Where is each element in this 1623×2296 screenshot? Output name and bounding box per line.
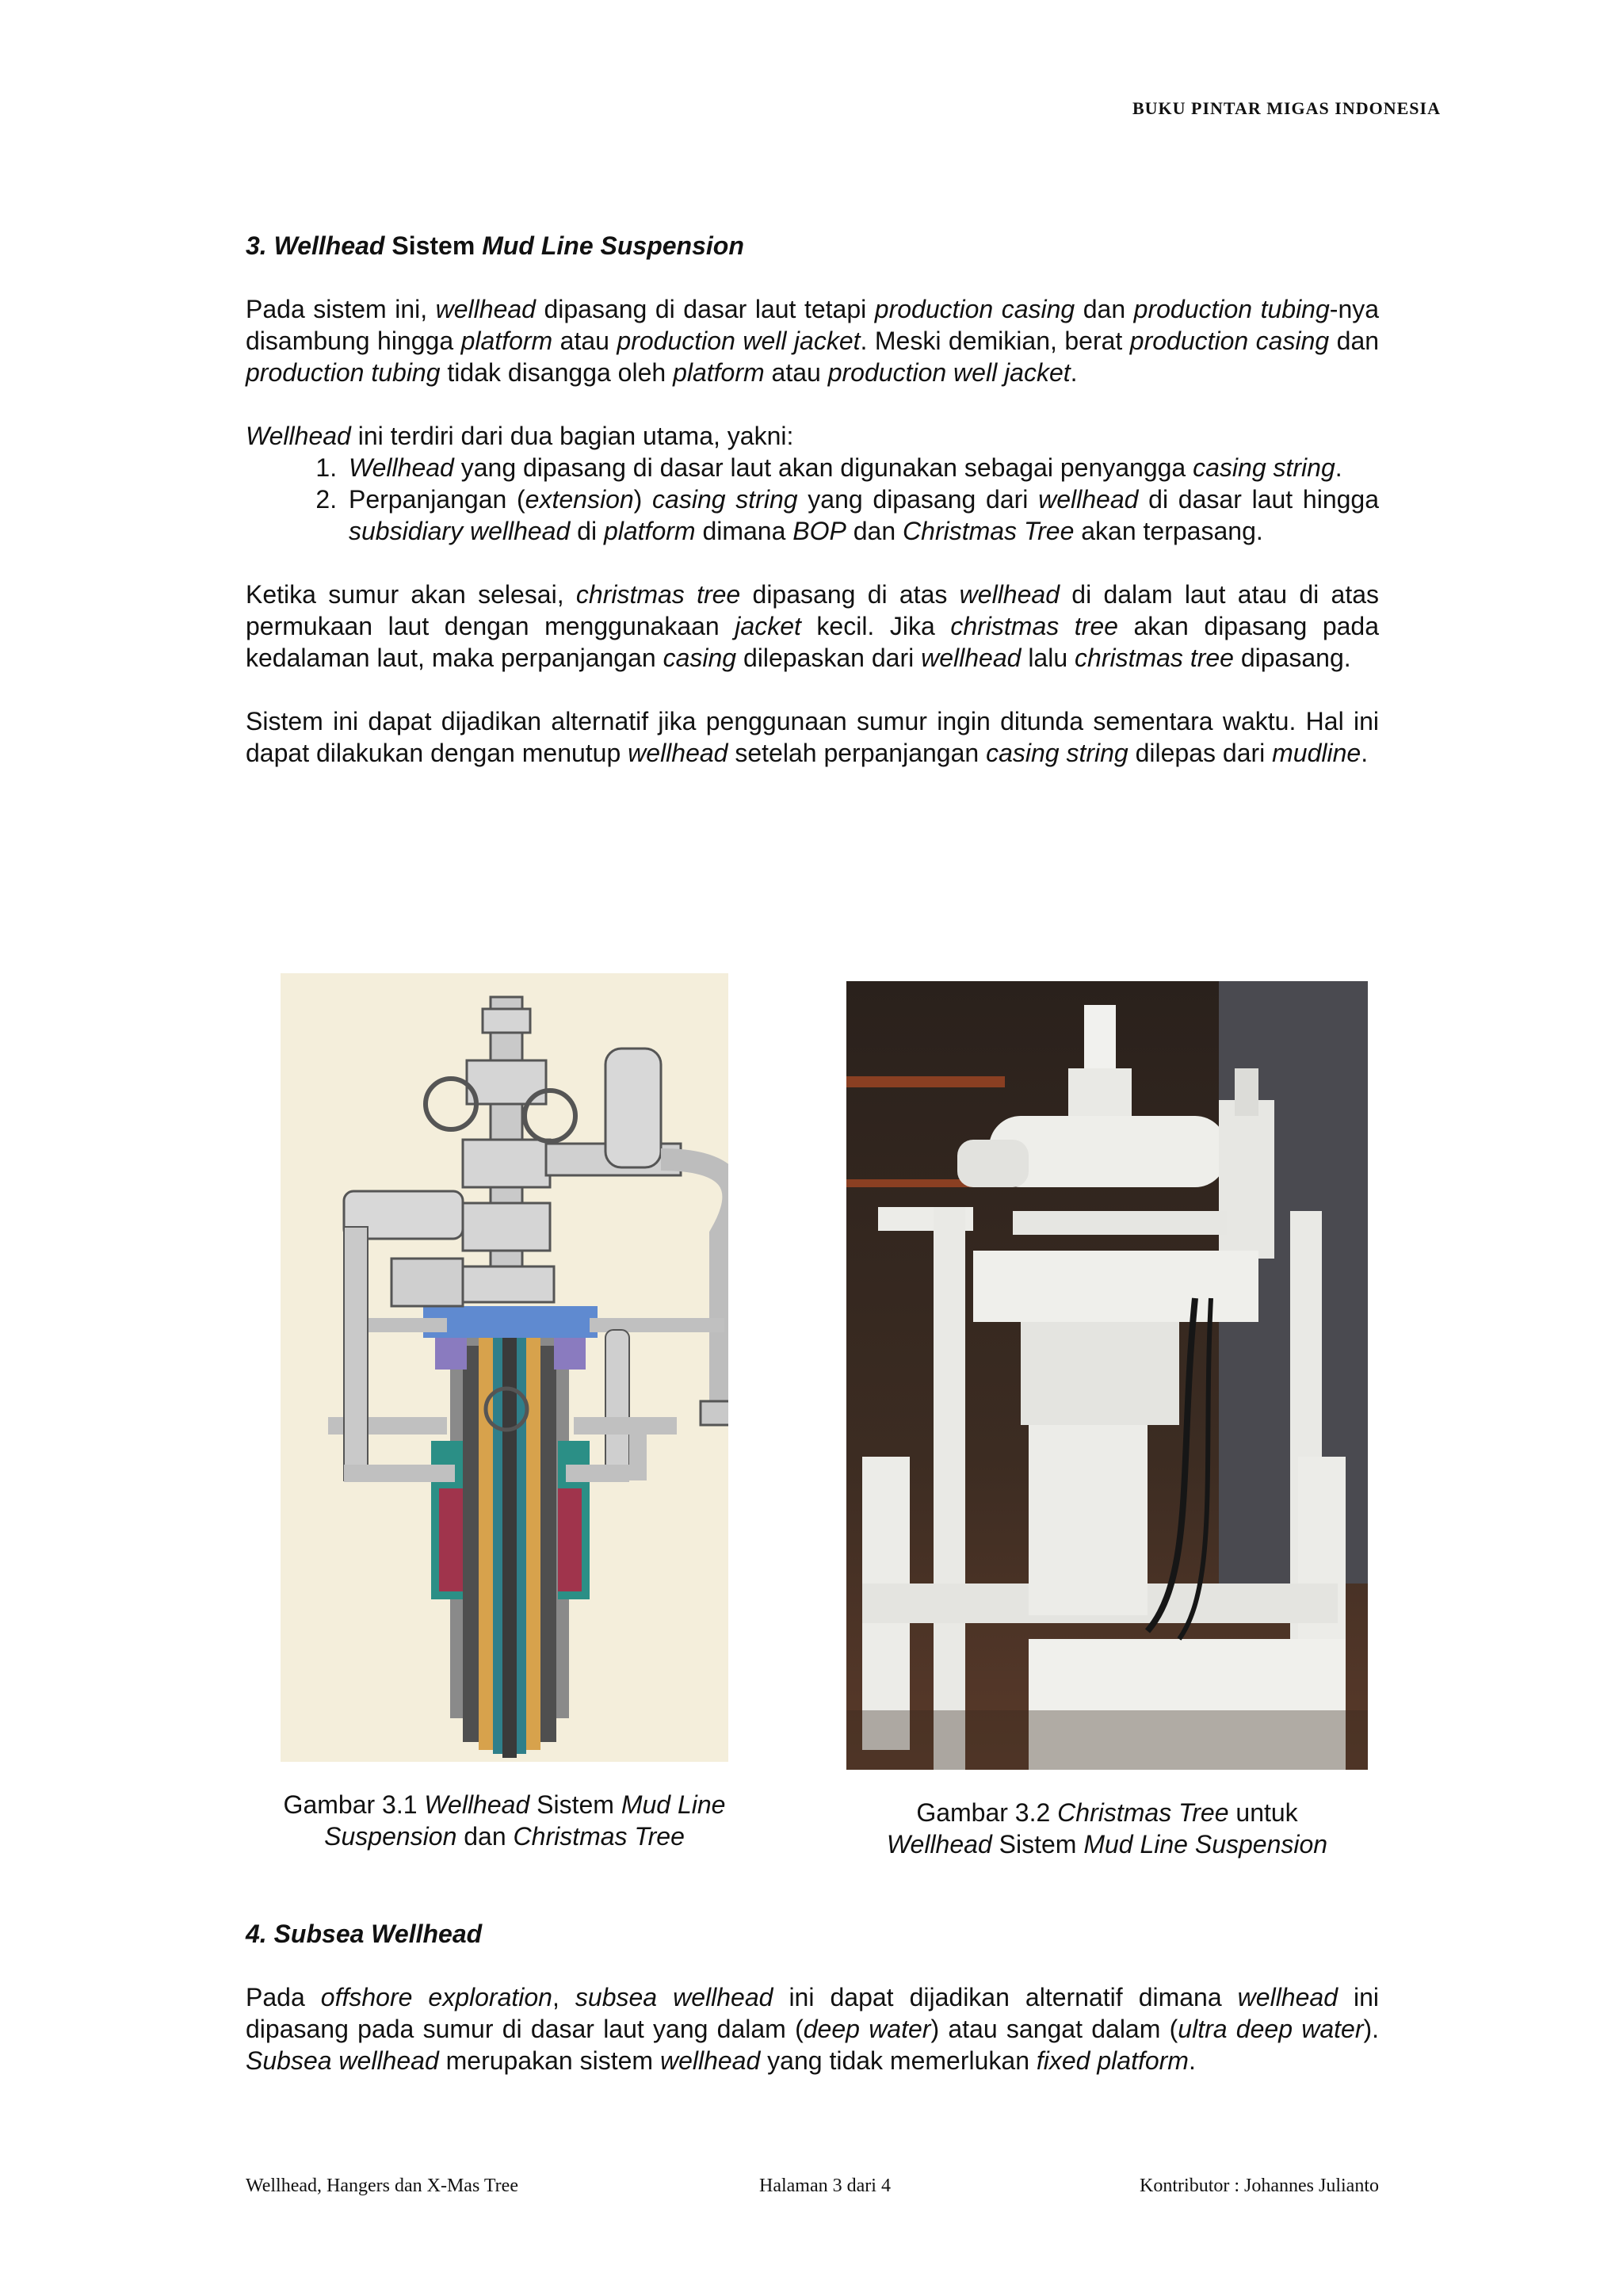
footer-title: Wellhead, Hangers dan X-Mas Tree	[246, 2176, 518, 2196]
paragraph-3: Ketika sumur akan selesai, christmas tree dipasang di atas wellhead di dalam laut atau di atas permukaan laut dengan menggunakaan jacket kecil. Jika christmas tree akan dipasang pada kedalaman laut, maka perpanjangan casing dilepaskan dari wellhead lalu christmas tree dipasang.	[246, 580, 1380, 672]
section-3	[246, 230, 1379, 769]
christmas-tree-photo-image	[846, 981, 1368, 1770]
section-4-heading: 4. Subsea Wellhead	[246, 1920, 483, 1948]
paragraph-1: Pada sistem ini, wellhead dipasang di dasar laut tetapi production casing dan production tubing-nya disambung hingga platform atau production well jacket. Meski demikian, berat production casing dan production tubing tidak disangga oleh platform atau production well jacket.	[246, 295, 1380, 387]
footer-page-number: Halaman 3 dari 4	[759, 2176, 891, 2196]
paragraph-4: Sistem ini dapat dijadikan alternatif jika penggunaan sumur ingin ditunda sementara waktu. Hal ini dapat dilakukan dengan menutup wellhead setelah perpanjangan casing string dilepas dari mudline.	[246, 707, 1379, 767]
footer-contributor: Kontributor : Johannes Julianto	[1140, 2176, 1379, 2196]
figure-3-2	[846, 981, 1368, 1860]
running-header: BUKU PINTAR MIGAS INDONESIA	[1132, 98, 1441, 118]
list-item: 2. Perpanjangan (extension) casing string yang dipasang dari wellhead di dasar laut hingga subsidiary wellhead di platform dimana BOP dan Christmas Tree akan terpasang.	[344, 483, 1379, 547]
figure-3-1	[281, 973, 728, 1852]
section-4	[246, 1918, 1379, 2076]
parts-list	[246, 452, 1379, 547]
paragraph-2: Wellhead ini terdiri dari dua bagian utama, yakni:	[246, 422, 794, 450]
figure-3-1-caption: Gambar 3.1 Wellhead Sistem Mud Line Suspension dan Christmas Tree	[283, 1790, 726, 1851]
wellhead-diagram-image	[281, 973, 728, 1762]
figure-3-2-caption: Gambar 3.2 Christmas Tree untuk Wellhead Sistem Mud Line Suspension	[886, 1798, 1328, 1859]
figures-row	[246, 973, 1379, 1869]
paragraph-5: Pada offshore exploration, subsea wellhead ini dapat dijadikan alternatif dimana wellhead ini dipasang pada sumur di dasar laut yang dalam (deep water) atau sangat dalam (ultra deep water). Subsea wellhead merupakan sistem wellhead yang tidak memerlukan fixed platform.	[246, 1983, 1380, 2075]
section-3-heading: 3. Wellhead Sistem Mud Line Suspension	[246, 231, 744, 260]
list-item: 1. Wellhead yang dipasang di dasar laut akan digunakan sebagai penyangga casing string.	[344, 452, 1379, 483]
